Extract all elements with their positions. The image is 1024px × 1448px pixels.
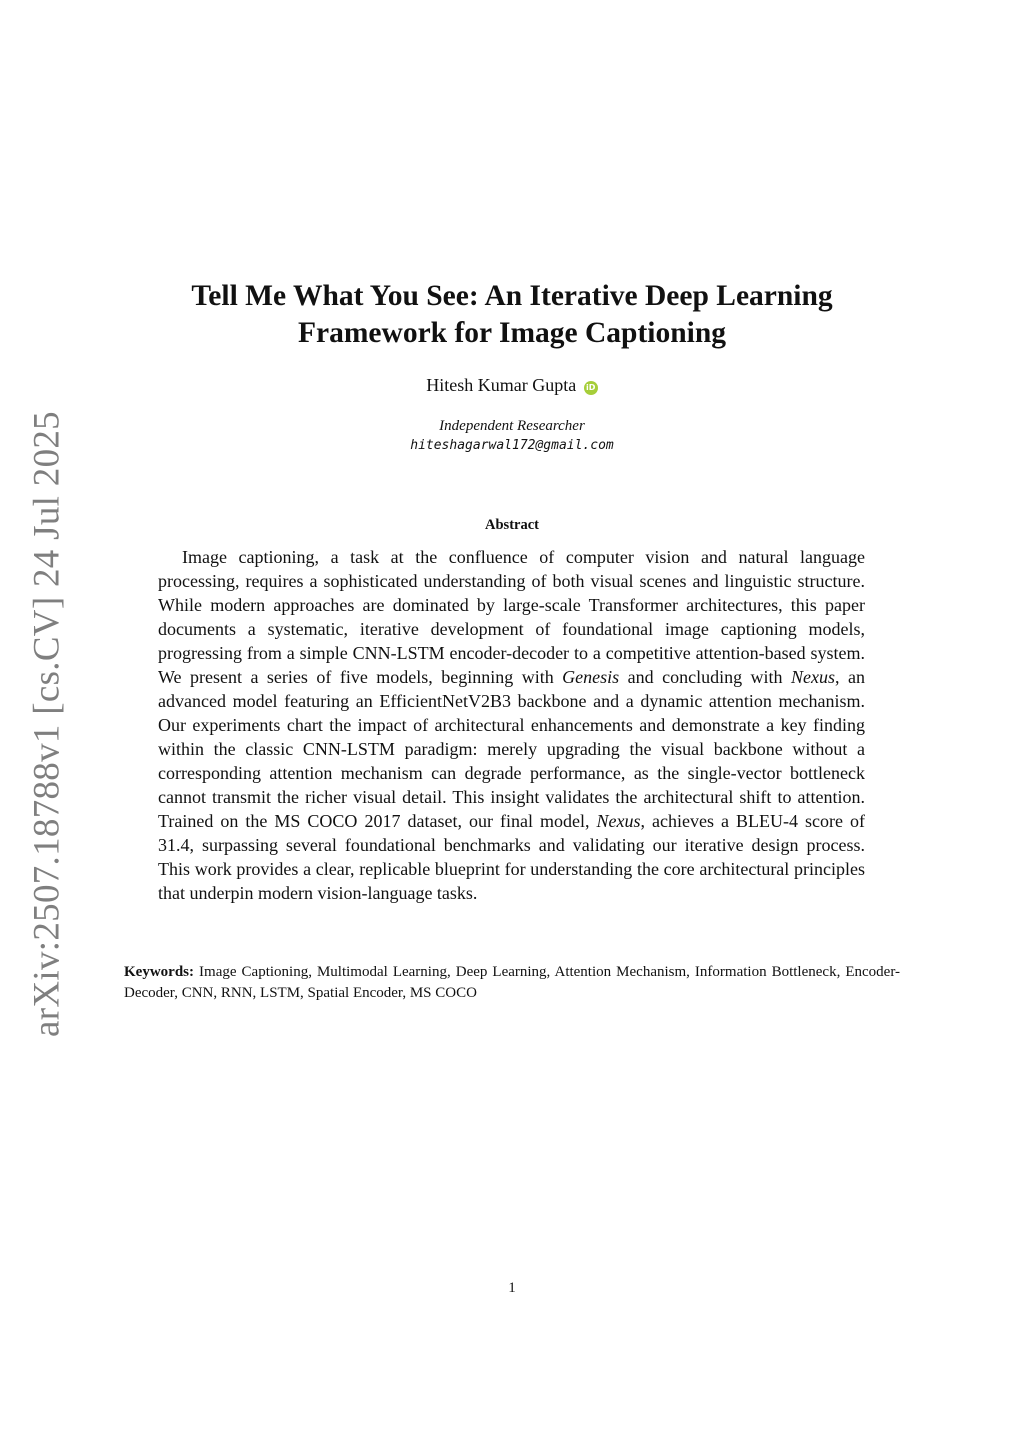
model-name-nexus-final: Nexus (596, 811, 641, 831)
orcid-icon[interactable]: iD (584, 381, 598, 395)
abstract-heading: Abstract (485, 517, 539, 533)
author-affiliation: Independent Researcher (439, 418, 585, 434)
arxiv-identifier-stamp: arXiv:2507.18788v1 [cs.CV] 24 Jul 2025 (26, 411, 68, 1037)
abstract-text-1: Image captioning, a task at the confluence of computer vision and natural language processing, requires a sophisticated understanding of both visual scenes and linguistic structure. While modern approaches are dominated by large-scale Transformer architectures, this paper documents a systematic, iterative development of foundational image captioning models, progressing from a simple CNN-LSTM encoder-decoder to a competitive attention-based system. We present a series of five models, beginning with (158, 547, 865, 687)
title-line-1: Tell Me What You See: An Iterative Deep Learning (191, 280, 833, 312)
title-line-2: Framework for Image Captioning (298, 317, 726, 349)
paper-title (112, 278, 912, 352)
page-number: 1 (508, 1280, 516, 1296)
keywords-list: Image Captioning, Multimodal Learning, Deep Learning, Attention Mechanism, Information Bottleneck, Encoder-Decoder, CNN, RNN, LSTM, Spatial Encoder, MS COCO (124, 964, 901, 1001)
model-name-nexus: Nexus (791, 667, 836, 687)
abstract-text-4: , achieves a BLEU-4 score of 31.4, surpassing several foundational benchmarks and validating our iterative design process. This work provides a clear, replicable blueprint for understanding the core architectural principles that underpin modern vision-language tasks. (158, 811, 865, 903)
abstract-body (158, 545, 865, 905)
keywords-label: Keywords: (124, 964, 194, 980)
abstract-text-2: and concluding with (619, 667, 792, 687)
author-block (112, 374, 912, 396)
abstract-text-3: , an advanced model featuring an EfficientNetV2B3 backbone and a dynamic attention mechanism. Our experiments chart the impact of architectural enhancements and demonstrate a key finding within the classic CNN-LSTM paradigm: merely upgrading the visual backbone without a corresponding attention mechanism can degrade performance, as the single-vector bottleneck cannot transmit the richer visual detail. This insight validates the architectural shift to attention. Trained on the MS COCO 2017 dataset, our final model, (158, 667, 865, 831)
author-email[interactable]: hiteshagarwal172@gmail.com (410, 438, 614, 453)
author-name: Hitesh Kumar Gupta (426, 375, 577, 395)
model-name-genesis: Genesis (562, 667, 620, 687)
keywords-section (124, 962, 900, 1004)
